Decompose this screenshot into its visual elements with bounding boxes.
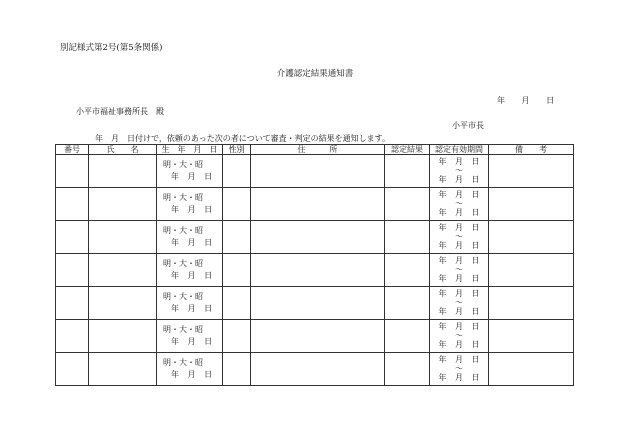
cell-number[interactable] (56, 353, 89, 386)
cell-number[interactable] (56, 221, 89, 254)
cell-sex[interactable] (223, 254, 251, 287)
table-row (56, 188, 574, 221)
valid-start-ymd: 年 月 日 (438, 289, 480, 298)
cell-valid-period[interactable] (430, 320, 489, 353)
cell-name[interactable] (89, 188, 157, 221)
column-header-birthdate: 生 年 月 日 (157, 145, 223, 155)
cell-result[interactable] (385, 287, 430, 320)
valid-end-ymd: 年 月 日 (438, 373, 480, 382)
valid-period-separator: ～ (455, 166, 463, 175)
cell-address[interactable] (251, 353, 385, 386)
column-header-notes: 備 考 (489, 145, 574, 155)
valid-start-ymd: 年 月 日 (438, 256, 480, 265)
cell-address[interactable] (251, 320, 385, 353)
cell-number[interactable] (56, 188, 89, 221)
valid-start-ymd: 年 月 日 (438, 190, 480, 199)
column-header-address: 住 所 (251, 145, 385, 155)
cell-birthdate[interactable] (157, 221, 223, 254)
cell-birthdate[interactable] (157, 287, 223, 320)
cell-sex[interactable] (223, 287, 251, 320)
birthdate-ymd: 年 月 日 (171, 238, 213, 247)
cell-address[interactable] (251, 287, 385, 320)
column-header-sex: 性別 (223, 145, 251, 155)
issue-date-line: 年 月 日 (497, 96, 555, 105)
table-header-row (56, 145, 574, 155)
table-row (56, 287, 574, 320)
cell-valid-period[interactable] (430, 254, 489, 287)
cell-notes[interactable] (489, 188, 574, 221)
form-number-label: 別記様式第2号(第5条関係) (60, 43, 163, 53)
cell-name[interactable] (89, 155, 157, 188)
cell-sex[interactable] (223, 155, 251, 188)
notification-table (55, 144, 574, 386)
valid-period-separator: ～ (455, 232, 463, 241)
birthdate-ymd: 年 月 日 (171, 205, 213, 214)
valid-period-separator: ～ (455, 199, 463, 208)
column-header-name: 氏 名 (89, 145, 157, 155)
cell-result[interactable] (385, 254, 430, 287)
era-options: 明・大・昭 (163, 193, 203, 202)
cell-sex[interactable] (223, 353, 251, 386)
cell-number[interactable] (56, 155, 89, 188)
cell-birthdate[interactable] (157, 188, 223, 221)
era-options: 明・大・昭 (163, 325, 203, 334)
cell-valid-period[interactable] (430, 353, 489, 386)
birthdate-ymd: 年 月 日 (171, 172, 213, 181)
table-row (56, 353, 574, 386)
birthdate-ymd: 年 月 日 (171, 337, 213, 346)
cell-result[interactable] (385, 155, 430, 188)
column-header-valid-period: 認定有効期間 (430, 145, 489, 155)
cell-sex[interactable] (223, 221, 251, 254)
issuer-line: 小平市長 (452, 121, 484, 130)
cell-address[interactable] (251, 254, 385, 287)
valid-period-separator: ～ (455, 364, 463, 373)
birthdate-ymd: 年 月 日 (171, 271, 213, 280)
valid-end-ymd: 年 月 日 (438, 241, 480, 250)
table-row (56, 155, 574, 188)
cell-valid-period[interactable] (430, 221, 489, 254)
valid-start-ymd: 年 月 日 (438, 157, 480, 166)
valid-period-separator: ～ (455, 265, 463, 274)
cell-sex[interactable] (223, 188, 251, 221)
cell-birthdate[interactable] (157, 320, 223, 353)
valid-end-ymd: 年 月 日 (438, 340, 480, 349)
cell-notes[interactable] (489, 221, 574, 254)
table-row (56, 320, 574, 353)
cell-result[interactable] (385, 188, 430, 221)
cell-valid-period[interactable] (430, 155, 489, 188)
column-header-number: 番号 (56, 145, 89, 155)
cell-notes[interactable] (489, 320, 574, 353)
cell-notes[interactable] (489, 353, 574, 386)
valid-period-separator: ～ (455, 298, 463, 307)
cell-birthdate[interactable] (157, 353, 223, 386)
era-options: 明・大・昭 (163, 292, 203, 301)
document-title: 介護認定結果通知書 (276, 69, 354, 79)
valid-end-ymd: 年 月 日 (438, 274, 480, 283)
cell-number[interactable] (56, 287, 89, 320)
valid-start-ymd: 年 月 日 (438, 355, 480, 364)
birthdate-ymd: 年 月 日 (171, 370, 213, 379)
cell-notes[interactable] (489, 155, 574, 188)
valid-end-ymd: 年 月 日 (438, 208, 480, 217)
era-options: 明・大・昭 (163, 160, 203, 169)
valid-start-ymd: 年 月 日 (438, 322, 480, 331)
era-options: 明・大・昭 (163, 259, 203, 268)
cell-birthdate[interactable] (157, 155, 223, 188)
valid-end-ymd: 年 月 日 (438, 175, 480, 184)
cell-result[interactable] (385, 320, 430, 353)
era-options: 明・大・昭 (163, 226, 203, 235)
era-options: 明・大・昭 (163, 358, 203, 367)
table-row (56, 221, 574, 254)
cell-name[interactable] (89, 254, 157, 287)
cell-valid-period[interactable] (430, 287, 489, 320)
cell-address[interactable] (251, 155, 385, 188)
cell-address[interactable] (251, 221, 385, 254)
cell-valid-period[interactable] (430, 188, 489, 221)
cell-address[interactable] (251, 188, 385, 221)
cell-number[interactable] (56, 320, 89, 353)
birthdate-ymd: 年 月 日 (171, 304, 213, 313)
addressee-line: 小平市福祉事務所長 殿 (76, 107, 164, 116)
cell-birthdate[interactable] (157, 254, 223, 287)
cell-sex[interactable] (223, 320, 251, 353)
intro-sentence: 年 月 日付けで，依頼のあった次の者について審査・判定の結果を通知します。 (95, 134, 390, 143)
cell-notes[interactable] (489, 287, 574, 320)
cell-result[interactable] (385, 221, 430, 254)
column-header-result: 認定結果 (385, 145, 430, 155)
cell-notes[interactable] (489, 254, 574, 287)
cell-number[interactable] (56, 254, 89, 287)
valid-end-ymd: 年 月 日 (438, 307, 480, 316)
table-row (56, 254, 574, 287)
cell-result[interactable] (385, 353, 430, 386)
valid-start-ymd: 年 月 日 (438, 223, 480, 232)
valid-period-separator: ～ (455, 331, 463, 340)
cell-name[interactable] (89, 320, 157, 353)
cell-name[interactable] (89, 287, 157, 320)
cell-name[interactable] (89, 221, 157, 254)
cell-name[interactable] (89, 353, 157, 386)
